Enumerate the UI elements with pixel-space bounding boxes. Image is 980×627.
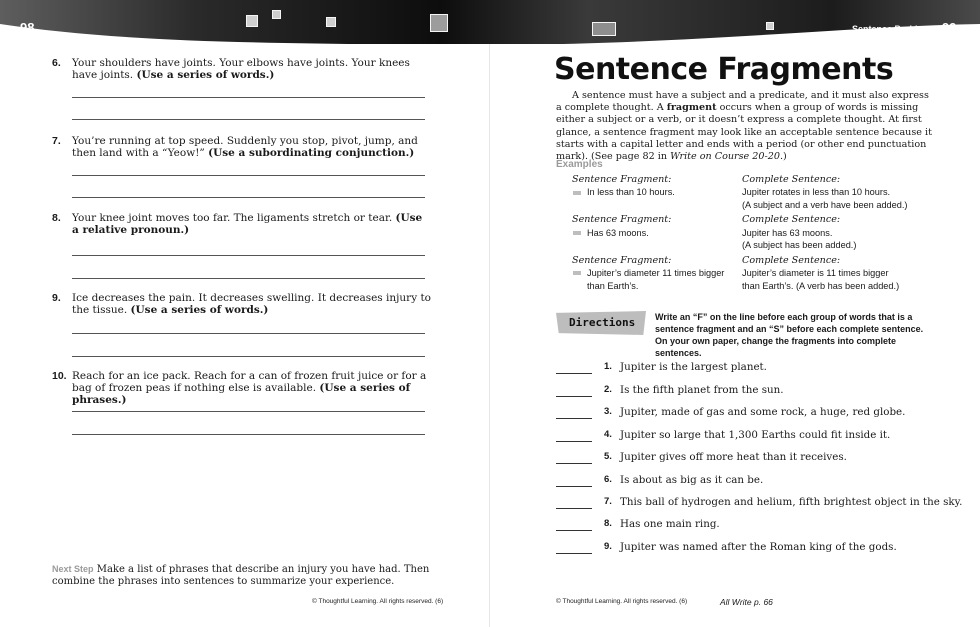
item-number: 4. [604,429,612,440]
fragment-heading: Sentence Fragment: [572,174,672,185]
item-text: Jupiter gives off more heat than it receives. [620,451,847,463]
write-line[interactable] [72,278,425,279]
write-line[interactable] [72,411,425,412]
left-footer: © Thoughtful Learning. All rights reserved. (6) [312,598,444,605]
item-number: 8. [604,518,612,529]
write-line[interactable] [72,333,425,334]
question-text: Your shoulders have joints. Your elbows have joints. Your knees have joints. (Use a series of words.) [72,57,410,81]
decorative-square [272,10,281,19]
decorative-square [326,17,336,27]
question-instruction: (Use a series of words.) [130,304,269,316]
answer-blank[interactable] [556,418,592,419]
item-number: 6. [604,474,612,485]
directions-text: Write an “F” on the line before each group of words that is a sentence fragment and an “S” before each complete sentence. On your own paper, change the fragments into complete sentences. [655,312,924,358]
answer-blank[interactable] [556,373,592,374]
complete-heading: Complete Sentence: [742,174,841,185]
write-line[interactable] [72,197,425,198]
write-line[interactable] [72,434,425,435]
directions-label: Directions [569,316,636,329]
bullet-icon [573,271,581,275]
question-instruction: (Use a series of phrases.) [72,382,411,406]
item-text: Jupiter, made of gas and some rock, a huge, red globe. [620,406,906,418]
item-number: 7. [604,496,612,507]
next-step-text: Make a list of phrases that describe an injury you have had. Then combine the phrases into sentences to summarize your experience. [52,564,430,587]
question-instruction: (Use a series of words.) [136,69,275,81]
question-text: Reach for an ice pack. Reach for a can of frozen fruit juice or for a bag of frozen peas if nothing else is available. (Use a series of phrases.) [72,370,427,406]
item-number: 3. [604,406,612,417]
question-number: 7. [52,135,61,147]
item-text: Is the fifth planet from the sun. [620,384,784,396]
question-text: You’re running at top speed. Suddenly you stop, pivot, jump, and then land with a “Yeow!” (Use a subordinating conjunction.) [72,135,418,159]
write-line[interactable] [72,255,425,256]
bullet-icon [573,231,581,235]
write-line[interactable] [72,119,425,120]
example-note: than Earth’s. (A verb has been added.) [742,281,900,291]
page-title: Sentence Fragments [554,52,894,87]
complete-example: Jupiter’s diameter is 11 times bigger [742,268,889,278]
question-number: 10. [52,370,67,382]
answer-blank[interactable] [556,553,592,554]
fragment-heading: Sentence Fragment: [572,255,672,266]
next-step [52,563,442,588]
decorative-square [430,14,448,32]
item-text: Is about as big as it can be. [620,474,764,486]
complete-heading: Complete Sentence: [742,214,841,225]
decorative-square [766,22,774,30]
answer-blank[interactable] [556,441,592,442]
item-number: 1. [604,361,612,372]
left-page-number: 98 [20,20,35,35]
write-line[interactable] [72,175,425,176]
answer-blank[interactable] [556,508,592,509]
fragment-example: Jupiter’s diameter 11 times bigger than Earth’s. [587,268,725,291]
write-line[interactable] [72,356,425,357]
footer-reference: All Write p. 66 [720,597,773,607]
item-text: Jupiter was named after the Roman king of the gods. [620,541,897,553]
examples-label: Examples [556,159,603,170]
item-text: This ball of hydrogen and helium, fifth brightest object in the sky. [620,496,963,508]
question-text: Ice decreases the pain. It decreases swelling. It decreases injury to the tissue. (Use a series of words.) [72,292,432,316]
next-step-label: Next Step [52,564,94,574]
fragment-example: In less than 10 hours. [587,187,675,197]
answer-blank[interactable] [556,486,592,487]
right-page-number: 99 [942,20,957,35]
question-instruction: (Use a subordinating conjunction.) [208,147,415,159]
complete-example: Jupiter has 63 moons. [742,228,833,238]
question-text: Your knee joint moves too far. The ligaments stretch or tear. (Use a relative pronoun.) [72,212,423,236]
question-number: 8. [52,212,61,224]
complete-example: Jupiter rotates in less than 10 hours. [742,187,891,197]
bullet-icon [573,191,581,195]
answer-blank[interactable] [556,396,592,397]
decorative-square [246,15,258,27]
answer-blank[interactable] [556,463,592,464]
item-number: 2. [604,384,612,395]
item-number: 5. [604,451,612,462]
section-title: Sentence Problems [852,24,936,34]
page-spine [489,44,490,627]
fragment-example: Has 63 moons. [587,228,649,238]
example-note: (A subject has been added.) [742,240,857,250]
example-note: (A subject and a verb have been added.) [742,200,908,210]
complete-heading: Complete Sentence: [742,255,841,266]
question-instruction: (Use a relative pronoun.) [72,212,423,236]
item-text: Has one main ring. [620,518,720,530]
fragment-heading: Sentence Fragment: [572,214,672,225]
question-number: 6. [52,57,61,69]
answer-blank[interactable] [556,530,592,531]
intro-paragraph: A sentence must have a subject and a predicate, and it must also express a complete thought. A fragment occurs when a group of words is missing either a subject or a verb, or it doesn’t express a complete thought. At first glance, a sentence fragment may look like an acceptable sentence because it starts with a capital letter and ends with a period (or other end punctuation mark). (See page 82 in Write on Course 20-20.) [556,90,932,163]
decorative-square [592,22,616,36]
question-number: 9. [52,292,61,304]
item-text: Jupiter is the largest planet. [620,361,767,373]
item-text: Jupiter so large that 1,300 Earths could fit inside it. [620,429,891,441]
item-number: 9. [604,541,612,552]
header-wave-decoration [0,18,980,46]
right-footer: © Thoughtful Learning. All rights reserved. (6) [556,598,688,605]
write-line[interactable] [72,97,425,98]
